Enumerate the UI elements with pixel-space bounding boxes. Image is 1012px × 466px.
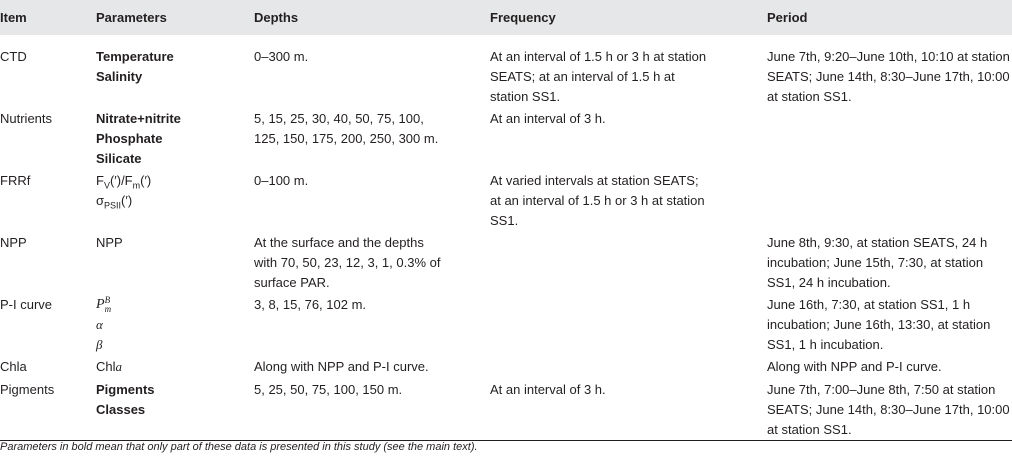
param-npp: NPP xyxy=(96,235,123,250)
cell-item: Chla xyxy=(0,359,27,374)
table-row-frrf xyxy=(0,169,1012,231)
frequency-line: At an interval of 3 h. xyxy=(490,382,606,397)
header-row xyxy=(0,0,1012,35)
frequency-line: At an interval of 3 h. xyxy=(490,111,606,126)
cell-period xyxy=(767,378,1012,441)
frequency-line: SEATS; at an interval of 1.5 h at xyxy=(490,69,675,84)
cell-parameters xyxy=(96,107,254,169)
param-pmb: P B m xyxy=(96,294,112,314)
param-fv-fm: $F_V(')/F_m(')$ xyxy=(96,173,152,191)
table-body xyxy=(0,35,1012,441)
period-line: incubation; June 15th, 7:30, at station xyxy=(767,255,984,270)
param-sigma-psii: $\sigma_{PSII}(')$ xyxy=(96,193,133,211)
depth-line: At the surface and the depths xyxy=(254,235,424,250)
frequency-line: SS1. xyxy=(490,213,519,228)
header-parameters: Parameters xyxy=(96,10,167,25)
cell-frequency xyxy=(490,231,767,293)
depth-line: 5, 25, 50, 75, 100, 150 m. xyxy=(254,382,403,397)
table-row-pi-curve xyxy=(0,293,1012,355)
table-header xyxy=(0,0,1012,35)
cell-parameters xyxy=(96,169,254,231)
param-phosphate: Phosphate xyxy=(96,131,163,146)
table-row-chla xyxy=(0,355,1012,378)
depth-line: surface PAR. xyxy=(254,275,330,290)
table-row-pigments xyxy=(0,378,1012,441)
period-line: June 7th, 7:00–June 8th, 7:50 at station xyxy=(767,382,996,397)
cell-parameters xyxy=(96,35,254,107)
cell-depths xyxy=(254,378,490,441)
cell-period xyxy=(767,355,1012,378)
cell-parameters xyxy=(96,293,254,355)
param-alpha: α xyxy=(96,317,103,332)
cell-parameters xyxy=(96,355,254,378)
depth-line: 3, 8, 15, 76, 102 m. xyxy=(254,297,367,312)
period-line: June 7th, 9:20–June 10th, 10:10 at station xyxy=(767,49,1010,64)
cell-item: Nutrients xyxy=(0,111,53,126)
table-footnote: Parameters in bold mean that only part of these data is presented in this study (see the main text). xyxy=(0,441,478,453)
header-frequency: Frequency xyxy=(490,10,556,25)
cell-depths xyxy=(254,169,490,231)
cell-depths xyxy=(254,107,490,169)
header-period: Period xyxy=(767,10,808,25)
depth-line: 0–100 m. xyxy=(254,173,309,188)
cell-depths xyxy=(254,355,490,378)
cell-frequency xyxy=(490,293,767,355)
param-chla: Chla xyxy=(96,359,123,374)
depth-line: Along with NPP and P-I curve. xyxy=(254,359,429,374)
cell-item: CTD xyxy=(0,49,27,64)
cell-frequency xyxy=(490,378,767,441)
cell-frequency xyxy=(490,355,767,378)
cell-period xyxy=(767,231,1012,293)
period-line: June 8th, 9:30, at station SEATS, 24 h xyxy=(767,235,988,250)
cell-frequency xyxy=(490,169,767,231)
cell-depths xyxy=(254,35,490,107)
table-row-ctd xyxy=(0,35,1012,107)
cell-depths xyxy=(254,231,490,293)
cell-frequency xyxy=(490,107,767,169)
period-line: SS1, 1 h incubation. xyxy=(767,337,884,352)
period-line: June 16th, 7:30, at station SS1, 1 h xyxy=(767,297,971,312)
period-line: at station SS1. xyxy=(767,422,852,437)
period-line: Along with NPP and P-I curve. xyxy=(767,359,942,374)
depth-line: 125, 150, 175, 200, 250, 300 m. xyxy=(254,131,439,146)
depth-line: with 70, 50, 23, 12, 3, 1, 0.3% of xyxy=(254,255,441,270)
param-temperature: Temperature xyxy=(96,49,174,64)
param-nitrate-nitrite: Nitrate+nitrite xyxy=(96,111,181,126)
param-salinity: Salinity xyxy=(96,69,143,84)
period-line: incubation; June 16th, 13:30, at station xyxy=(767,317,991,332)
header-item: Item xyxy=(0,10,27,25)
cell-period xyxy=(767,35,1012,107)
table-row-nutrients xyxy=(0,107,1012,169)
param-beta: β xyxy=(96,337,103,352)
frequency-line: At varied intervals at station SEATS; xyxy=(490,173,699,188)
depth-line: 0–300 m. xyxy=(254,49,309,64)
cell-item: NPP xyxy=(0,235,27,250)
param-classes: Classes xyxy=(96,402,146,417)
cell-parameters xyxy=(96,378,254,441)
period-line: at station SS1. xyxy=(767,89,852,104)
frequency-line: at an interval of 1.5 h or 3 h at station xyxy=(490,193,705,208)
param-pigments: Pigments xyxy=(96,382,155,397)
cell-item: FRRf xyxy=(0,173,31,188)
param-silicate: Silicate xyxy=(96,151,142,166)
period-line: SEATS; June 14th, 8:30–June 17th, 10:00 xyxy=(767,402,1010,417)
frequency-line: station SS1. xyxy=(490,89,561,104)
frequency-line: At an interval of 1.5 h or 3 h at station xyxy=(490,49,707,64)
period-line: SS1, 24 h incubation. xyxy=(767,275,891,290)
header-depths: Depths xyxy=(254,10,299,25)
cell-period xyxy=(767,107,1012,169)
cell-item: Pigments xyxy=(0,382,55,397)
cell-period xyxy=(767,293,1012,355)
cell-frequency xyxy=(490,35,767,107)
cell-item: P-I curve xyxy=(0,297,53,312)
cell-period xyxy=(767,169,1012,231)
cell-parameters xyxy=(96,231,254,293)
cell-depths xyxy=(254,293,490,355)
table-row-npp xyxy=(0,231,1012,293)
period-line: SEATS; June 14th, 8:30–June 17th, 10:00 xyxy=(767,69,1010,84)
depth-line: 5, 15, 25, 30, 40, 50, 75, 100, xyxy=(254,111,424,126)
